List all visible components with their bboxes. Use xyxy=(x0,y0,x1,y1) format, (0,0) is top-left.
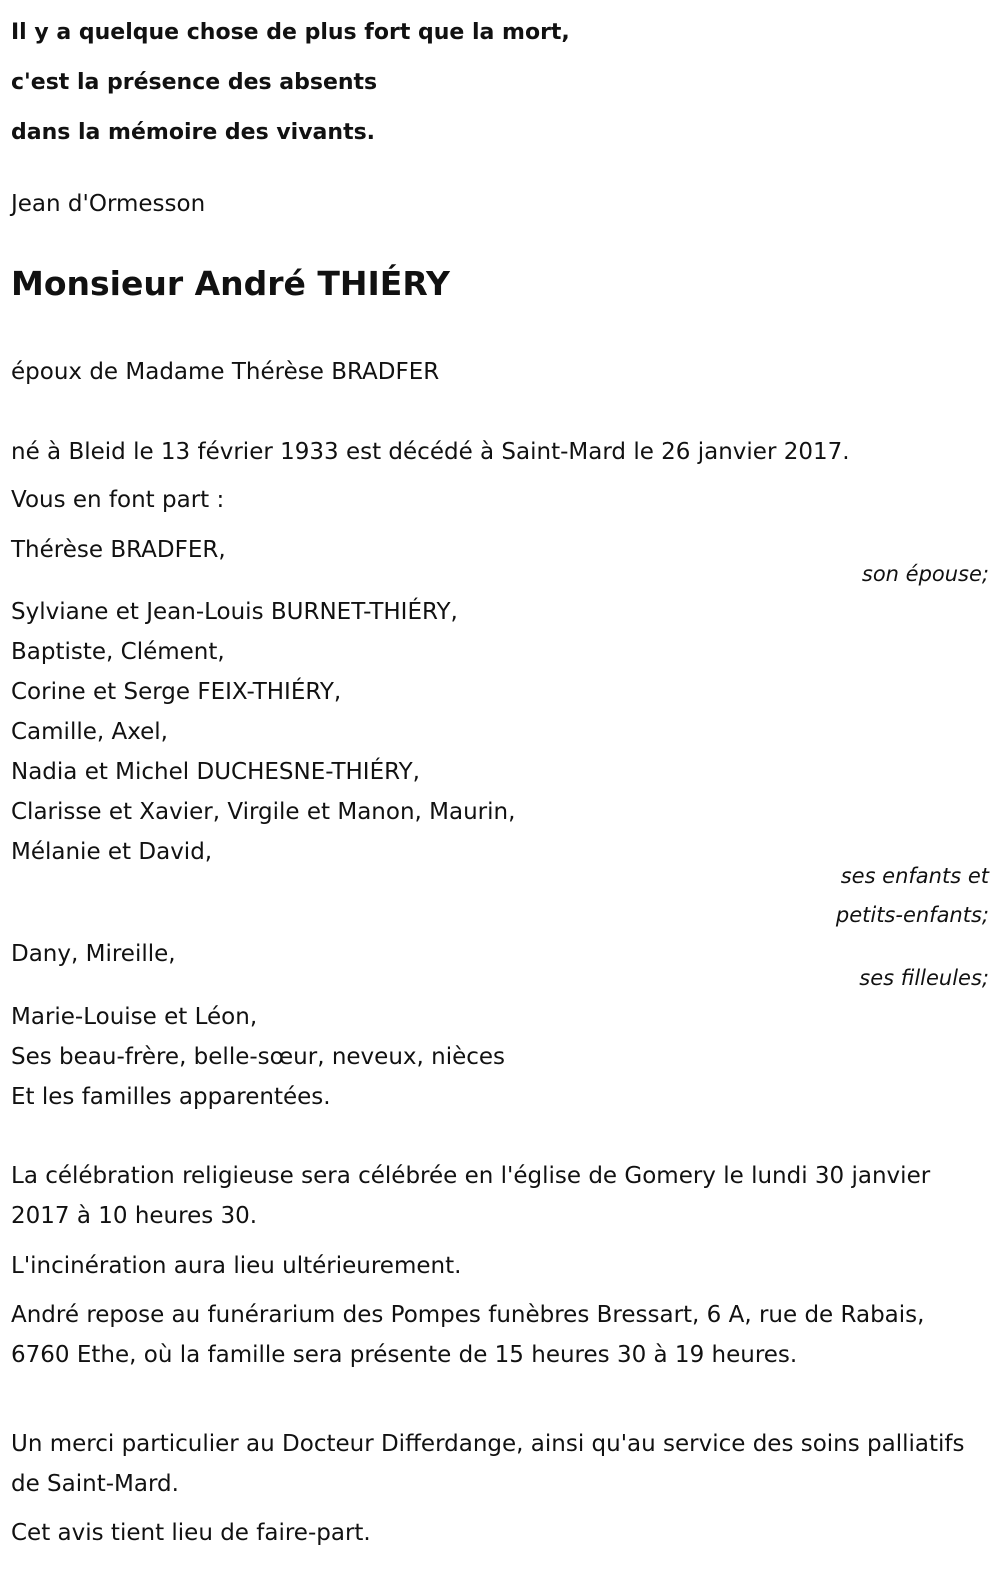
relation-label: ses enfants et xyxy=(840,864,989,888)
family-name-line: Corine et Serge FEIX-THIÉRY, xyxy=(11,679,342,705)
relation-label: son épouse; xyxy=(861,562,989,586)
announcement-intro: Vous en font part : xyxy=(11,487,225,513)
relation-label: petits-enfants; xyxy=(835,903,989,927)
quote-line: c'est la présence des absents xyxy=(11,70,378,95)
deceased-name-title: Monsieur André THIÉRY xyxy=(11,264,450,303)
quote-line: dans la mémoire des vivants. xyxy=(11,120,376,145)
family-name-line: Nadia et Michel DUCHESNE-THIÉRY, xyxy=(11,759,420,785)
family-name-line: Ses beau-frère, belle-sœur, neveux, nièces xyxy=(11,1044,506,1070)
family-name-line: Sylviane et Jean-Louis BURNET-THIÉRY, xyxy=(11,599,458,625)
viewing-paragraph: André repose au funérarium des Pompes funèbres Bressart, 6 A, rue de Rabais, 6760 Ethe, où la famille sera présente de 15 heures 30 à 19 heures. xyxy=(11,1302,925,1368)
family-name-line: Marie-Louise et Léon, xyxy=(11,1004,258,1030)
closing-paragraph: Cet avis tient lieu de faire-part. xyxy=(11,1520,371,1546)
family-name-line: Et les familles apparentées. xyxy=(11,1084,331,1110)
family-name-line: Baptiste, Clément, xyxy=(11,639,225,665)
family-name-line: Dany, Mireille, xyxy=(11,941,176,967)
cremation-paragraph: L'incinération aura lieu ultérieurement. xyxy=(11,1253,462,1279)
quote-author: Jean d'Ormesson xyxy=(11,191,206,217)
ceremony-paragraph: La célébration religieuse sera célébrée en l'église de Gomery le lundi 30 janvier 2017 à 10 heures 30. xyxy=(11,1163,931,1229)
family-name-line: Camille, Axel, xyxy=(11,719,168,745)
relation-label: ses filleules; xyxy=(859,966,989,990)
thanks-paragraph: Un merci particulier au Docteur Differdange, ainsi qu'au service des soins palliatifs de Saint-Mard. xyxy=(11,1431,965,1497)
birth-death-line: né à Bleid le 13 février 1933 est décédé à Saint-Mard le 26 janvier 2017. xyxy=(11,439,850,465)
quote-line: Il y a quelque chose de plus fort que la mort, xyxy=(11,20,570,45)
epigraph-quote xyxy=(11,8,570,158)
spouse-line: époux de Madame Thérèse BRADFER xyxy=(11,359,440,385)
family-name-line: Mélanie et David, xyxy=(11,839,213,865)
family-name-line: Clarisse et Xavier, Virgile et Manon, Maurin, xyxy=(11,799,516,825)
family-name-line: Thérèse BRADFER, xyxy=(11,537,226,563)
